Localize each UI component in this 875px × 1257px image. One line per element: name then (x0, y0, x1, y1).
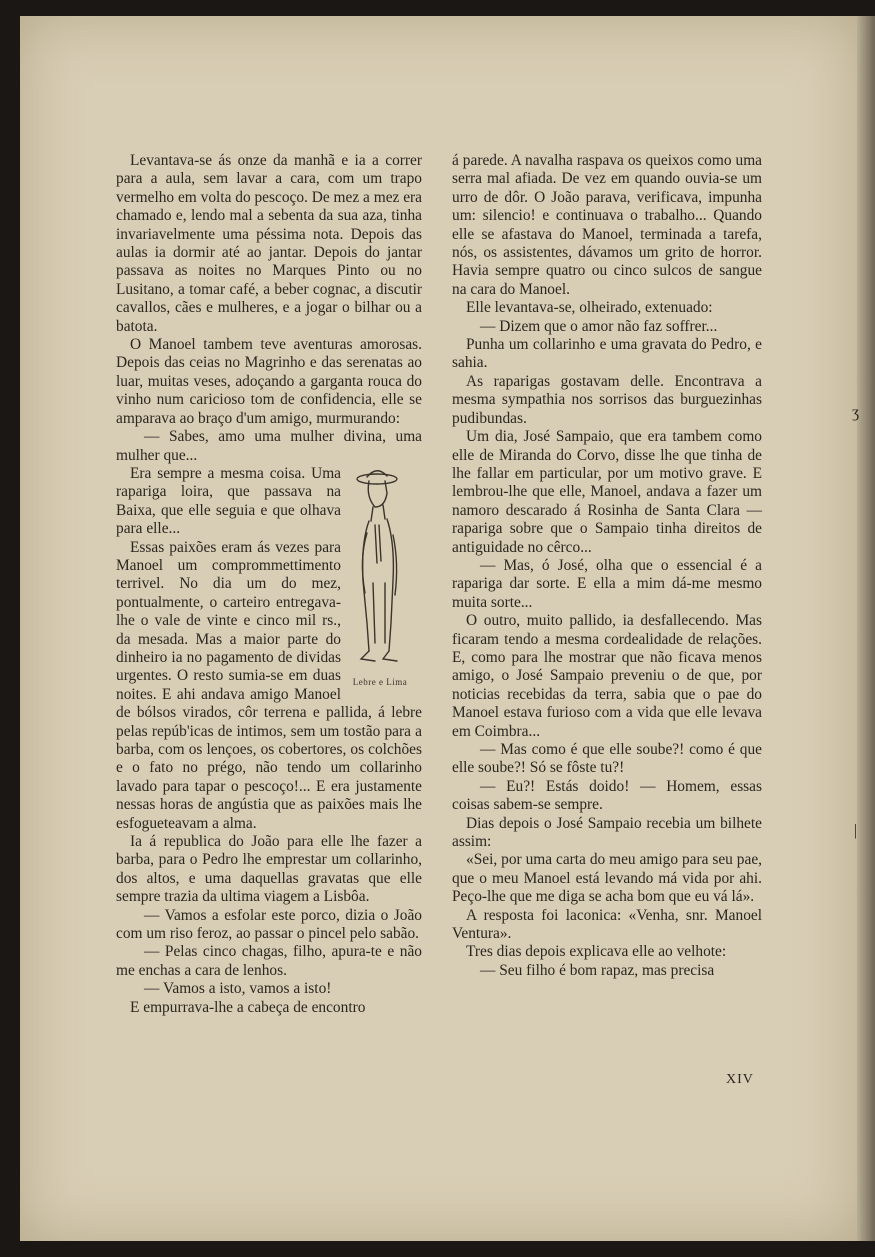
dialogue-line: — Eu?! Estás doido! — Homem, essas coisas sabem-se sempre. (452, 777, 762, 814)
paragraph: Punha um collarinho e uma gravata do Pedro, e sahia. (452, 336, 762, 372)
dialogue-line: — Dizem que o amor não faz soffrer... (480, 317, 718, 335)
dialogue-line: — Sabes, amo uma mulher divina, uma mulher que... (116, 428, 422, 464)
page-edge (857, 16, 875, 1241)
dialogue-line: — Pelas cinco chagas, filho, apura-te e não me enchas a cara de lenhos. (116, 943, 422, 979)
paragraph: «Sei, por uma carta do meu amigo para seu pae, que o meu Manoel está levando má vida por ahi. Peço-lhe que me diga se acha bom que eu vá lá». (452, 851, 762, 906)
left-column (116, 152, 422, 1017)
dialogue-line: — Mas como é que elle soube?! como é que elle soube?! Só se fôste tu?! (452, 741, 762, 777)
paragraph: O Manoel tambem teve aventuras amorosas. Depois das ceias no Magrinho e das serenatas ao luar, muitas veses, adoçando a garganta rouca do vinho num caricioso tom de confidencia, elle se amparava ao braço d'um amigo, murmurando: (116, 336, 422, 427)
paragraph: O outro, muito pallido, ia desfallecendo. Mas ficaram tendo a mesma cordealidade de relações. E, como para lhe mostrar que não ficava menos amigo, o José Sampaio preveniu o de que, por noticias recebidas da terra, sabia que o pae do Manoel estava furioso com a vida que elle levava em Coimbra... (452, 612, 762, 740)
dialogue-line: — Vamos a esfolar este porco, dizia o João com um riso feroz, ao passar o pincel pelo sabão. (116, 906, 422, 943)
paragraph: Levantava-se ás onze da manhã e ia a correr para a aula, sem lavar a cara, com um trapo vermelho em volta do pescoço. De mez a mez era chamado e, lendo mal a sebenta da sua aza, tinha invariavelmente uma péssima nota. Depois das aulas ia dormir até ao jantar. Depois do jantar passava as noites no Marques Pinto ou no Lusitano, a tomar café, a beber cognac, a discutir cavallos, cães e mulheres, e a jogar o bilhar ou a batota. (116, 152, 422, 335)
dialogue-line: — Seu filho é bom rapaz, mas precisa (480, 961, 715, 979)
paragraph: E empurrava-lhe a cabeça de encontro (130, 998, 366, 1016)
margin-mark-icon: ʒ (852, 404, 860, 421)
illustration-caption: Lebre e Lima (352, 676, 408, 687)
paragraph: Um dia, José Sampaio, que era tambem como elle de Miranda do Corvo, disse lhe que tinha de lhe fallar em particular, por um motivo grave. E lembrou-lhe que elle, Manoel, andava a fazer um namoro descarado á Rosinha de Santa Clara — rapariga sobre que o Sampaio tinha direitos de antiguidade no cêrco... (452, 428, 762, 556)
paragraph: Era sempre a mesma coisa. Uma rapariga loira, que passava na Baixa, que elle seguia e que olhava para elle... (116, 464, 341, 538)
page-number: XIV (726, 1072, 754, 1087)
illustration (347, 469, 422, 691)
paragraph: á parede. A navalha raspava os queixos como uma serra mal afiada. De vez em quando ouvia-se um urro de dôr. O João parava, verificava, impunha um: silencio! e continuava o trabalho... Quando elle se afastava do Manoel, terminada a tarefa, nós, os assistentes, dávamos um grito de horror. Havia sempre quatro ou cinco sulcos de sangue na cara do Manoel. (452, 152, 762, 298)
dialogue-line: — Vamos a isto, vamos a isto! (144, 980, 332, 998)
paragraph: Tres dias depois explicava elle ao velhote: (466, 943, 727, 961)
paragraph: Elle levantava-se, olheirado, extenuado: (466, 299, 713, 317)
right-column (452, 152, 762, 980)
paragraph: Essas paixões eram ás vezes para Manoel um comprommettimento terrivel. No dia um do mez, pontualmente, o carteiro entregava-lhe o vale de vinte e cinco mil rs., da mesada. Mas a maior parte do dinheiro ia no pagamento de dividas urgentes. O resto sumia-se em duas noites. E ahi andava amigo Manoel de bólsos virados, côr terrena e pallida, á lebre pelas repúb'icas de intimos, sem um tostão para a barba, com os lençoes, os cobertores, os colchões e o fato no prégo, não tendo um collarinho lavado para tapar o pescoço!... E era justamente nessas horas de angústia que as paixões mais lhe esfogueteavam a alma. (116, 538, 422, 832)
dialogue-line: — Mas, ó José, olha que o essencial é a rapariga dar sorte. E ella a mim dá-me mesmo muita sorte... (452, 556, 762, 611)
margin-mark-icon: | (854, 822, 858, 839)
man-figure-drawing (339, 463, 419, 668)
paragraph: Dias depois o José Sampaio recebia um bilhete assim: (452, 814, 762, 851)
paragraph: A resposta foi laconica: «Venha, snr. Manoel Ventura». (452, 906, 762, 943)
paragraph: As raparigas gostavam delle. Encontrava a mesma sympathia nos sorrisos das burguezinhas pudibundas. (452, 372, 762, 427)
paragraph: Ia á republica do João para elle lhe fazer a barba, para o Pedro lhe emprestar um collarinho, dos altos, e uma daquellas gravatas que elle sempre trazia da ultima viagem a Lisbôa. (116, 833, 422, 906)
